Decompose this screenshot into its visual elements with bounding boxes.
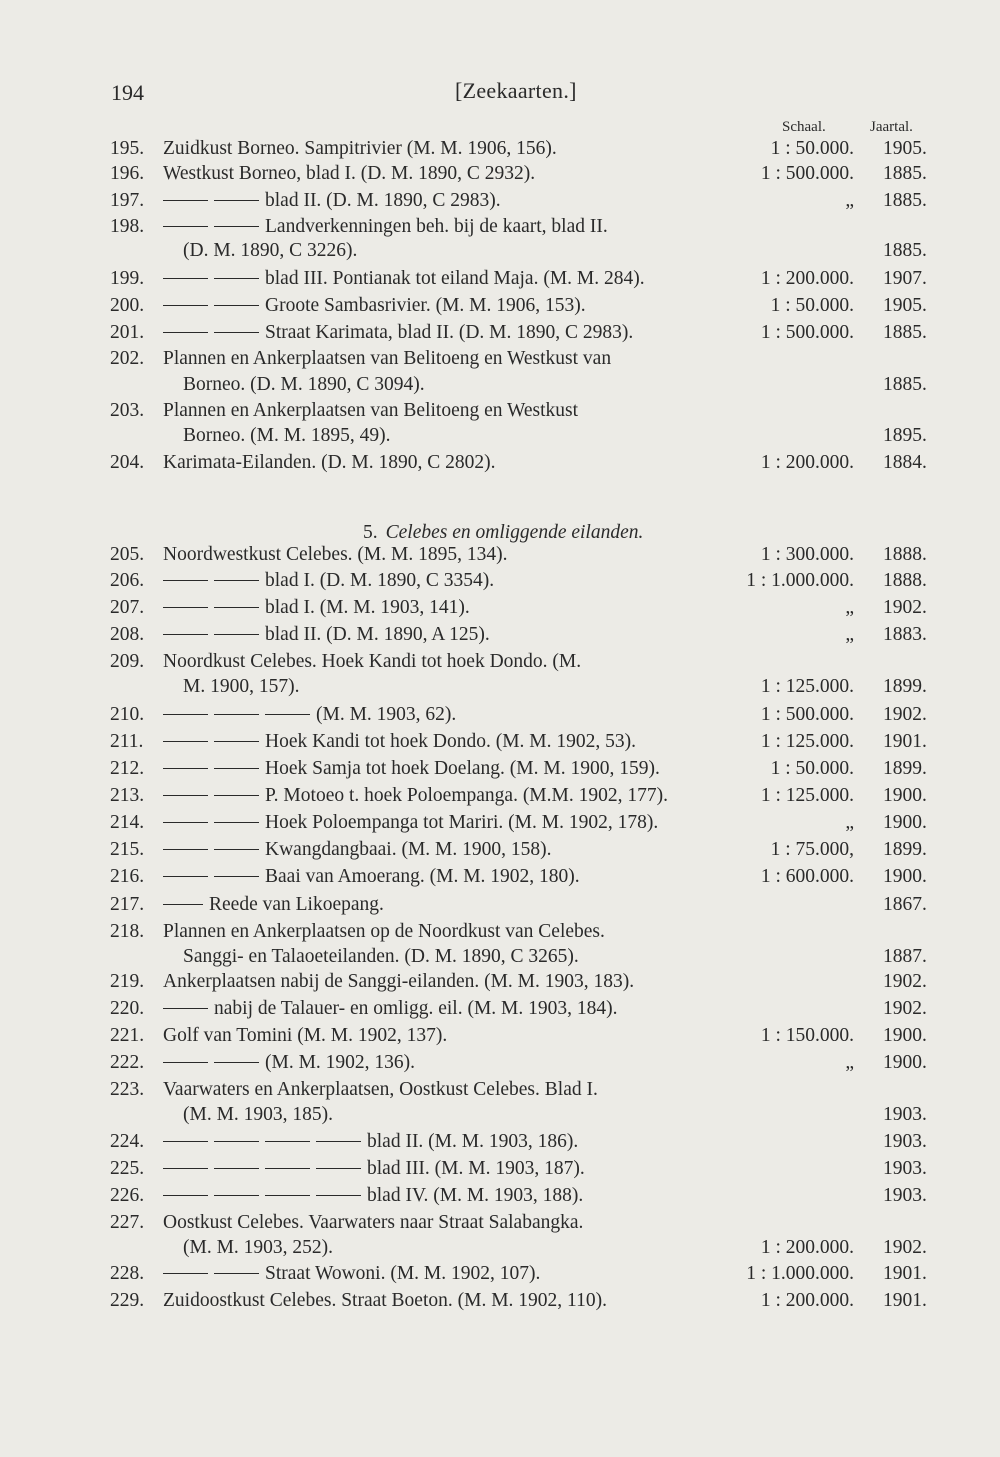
entry-year: 1895. [883,425,927,446]
entry-line [0,295,1000,321]
entry-year: 1903. [883,1158,927,1179]
ditto-dash [214,1168,259,1169]
entry-number: 225. [110,1158,145,1179]
entry-text: Hoek Poloempanga tot Mariri. (M. M. 1902, 178). [163,812,658,834]
ditto-dash [214,822,259,823]
column-header-jaartal: Jaartal. [870,119,913,135]
entry-scale: „ [845,190,854,211]
entry-text: Borneo. (D. M. 1890, C 3094). [183,374,425,395]
entry-number: 229. [110,1290,145,1311]
entry-line [0,704,1000,730]
entry-line [0,348,1000,374]
entry-scale: 1 : 150.000. [760,1025,854,1046]
entry-year: 1900. [883,1052,927,1073]
entry-continuation-line [0,1237,1000,1263]
entry-number: 210. [110,704,145,725]
entry-year: 1887. [883,946,927,967]
entry-year: 1900. [883,866,927,887]
ditto-dash [214,795,259,796]
entry-text: Hoek Kandi tot hoek Dondo. (M. M. 1902, 53). [163,731,636,753]
entry-line [0,758,1000,784]
entry-number: 220. [110,998,145,1019]
entry-scale: 1 : 500.000. [760,322,854,343]
ditto-dash [214,1195,259,1196]
entry-text: Straat Wowoni. (M. M. 1902, 107). [163,1263,540,1285]
entry-year: 1884. [883,452,927,473]
entry-line [0,921,1000,947]
entry-text: blad IV. (M. M. 1903, 188). [163,1185,583,1207]
entry-continuation-line [0,240,1000,266]
entry-text: Plannen en Ankerplaatsen van Belitoeng en Westkust van [163,348,612,369]
entry-scale: 1 : 500.000. [760,163,854,184]
entry-year: 1888. [883,570,927,591]
entry-text: Noordkust Celebes. Hoek Kandi tot hoek Dondo. (M. [163,651,582,672]
entry-scale: 1 : 125.000. [760,785,854,806]
entry-scale: 1 : 200.000. [760,452,854,473]
entry-scale: 1 : 50.000. [770,295,854,316]
ditto-dash [316,1195,361,1196]
entry-scale: 1 : 200.000. [760,1237,854,1258]
entry-line [0,138,1000,164]
entry-number: 202. [110,348,145,369]
page-number: 194 [111,80,144,105]
entry-year: 1899. [883,839,927,860]
entry-line [0,1263,1000,1289]
entry-year: 1902. [883,597,927,618]
ditto-dash [163,226,208,227]
ditto-dash [214,1273,259,1274]
ditto-dash [163,634,208,635]
entry-line [0,651,1000,677]
entry-year: 1902. [883,704,927,725]
entry-number: 217. [110,894,145,915]
entry-number: 197. [110,190,145,211]
entry-line [0,894,1000,920]
entry-text: Golf van Tomini (M. M. 1902, 137). [163,1025,448,1046]
entry-number: 211. [110,731,144,752]
entry-scale: 1 : 50.000. [770,138,854,159]
entry-line [0,785,1000,811]
ditto-dash [316,1141,361,1142]
entry-number: 223. [110,1079,145,1100]
entry-scale: „ [845,812,854,833]
entry-line [0,163,1000,189]
ditto-dash [163,1195,208,1196]
entry-year: 1901. [883,1263,927,1284]
entry-year: 1899. [883,676,927,697]
section-number: 5. [363,522,378,543]
entry-number: 206. [110,570,145,591]
entry-text: Plannen en Ankerplaatsen van Belitoeng en Westkust [163,400,579,421]
entry-line [0,1131,1000,1157]
entry-year: 1901. [883,1290,927,1311]
entry-number: 204. [110,452,145,473]
entry-scale: 1 : 125.000. [760,731,854,752]
entry-year: 1905. [883,295,927,316]
entry-line [0,400,1000,426]
ditto-dash [163,1062,208,1063]
entry-text: Plannen en Ankerplaatsen op de Noordkust van Celebes. [163,921,605,942]
ditto-dash [163,580,208,581]
ditto-dash [265,1195,310,1196]
entry-text: Ankerplaatsen nabij de Sanggi-eilanden. (M. M. 1903, 183). [163,971,635,992]
ditto-dash [163,278,208,279]
entry-number: 228. [110,1263,145,1284]
entry-line [0,268,1000,294]
entry-number: 199. [110,268,145,289]
ditto-dash [214,332,259,333]
entry-line [0,322,1000,348]
entry-text: Kwangdangbaai. (M. M. 1900, 158). [163,839,552,861]
entry-line [0,998,1000,1024]
entry-number: 221. [110,1025,145,1046]
entry-number: 226. [110,1185,145,1206]
entry-text: Noordwestkust Celebes. (M. M. 1895, 134). [163,544,508,565]
entry-number: 196. [110,163,145,184]
entry-year: 1867. [883,894,927,915]
entry-text: blad III. Pontianak tot eiland Maja. (M. M. 284). [163,268,645,290]
entry-continuation-line [0,1104,1000,1130]
entry-continuation-line [0,946,1000,972]
entry-year: 1907. [883,268,927,289]
section-title: Celebes en omliggende eilanden. [385,522,644,543]
entry-number: 201. [110,322,145,343]
entry-line [0,1052,1000,1078]
entry-year: 1903. [883,1185,927,1206]
entry-text: nabij de Talauer- en omligg. eil. (M. M. 1903, 184). [163,998,618,1020]
ditto-dash [265,1141,310,1142]
ditto-dash [163,305,208,306]
entry-number: 207. [110,597,145,618]
entry-number: 219. [110,971,145,992]
entry-text: (M. M. 1902, 136). [163,1052,415,1074]
ditto-dash [214,634,259,635]
entry-text: Reede van Likoepang. [163,894,384,916]
ditto-dash [214,607,259,608]
entry-scale: 1 : 75.000, [770,839,854,860]
entry-number: 216. [110,866,145,887]
entry-number: 200. [110,295,145,316]
entry-year: 1902. [883,971,927,992]
ditto-dash [214,580,259,581]
entry-text: Baai van Amoerang. (M. M. 1902, 180). [163,866,580,888]
ditto-dash [214,1062,259,1063]
entry-year: 1903. [883,1104,927,1125]
entry-line [0,1185,1000,1211]
entry-line [0,190,1000,216]
entry-line [0,971,1000,997]
entry-text: Oostkust Celebes. Vaarwaters naar Straat Salabangka. [163,1212,584,1233]
entry-year: 1905. [883,138,927,159]
entry-number: 205. [110,544,145,565]
entry-number: 218. [110,921,145,942]
entry-continuation-line [0,676,1000,702]
entry-line [0,544,1000,570]
entry-scale: 1 : 200.000. [760,1290,854,1311]
entry-year: 1902. [883,1237,927,1258]
entry-number: 198. [110,216,145,237]
ditto-dash [316,1168,361,1169]
entry-year: 1900. [883,812,927,833]
entry-text: (D. M. 1890, C 3226). [183,240,358,261]
entry-number: 222. [110,1052,145,1073]
entry-text: Sanggi- en Talaoeteilanden. (D. M. 1890, C 3265). [183,946,579,967]
section-heading [363,522,643,544]
entry-scale: „ [845,624,854,645]
entry-year: 1885. [883,190,927,211]
ditto-dash [214,849,259,850]
entry-line [0,452,1000,478]
entry-line [0,570,1000,596]
ditto-dash [163,607,208,608]
entry-scale: „ [845,1052,854,1073]
ditto-dash [214,305,259,306]
entry-text: M. 1900, 157). [183,676,300,697]
ditto-dash [163,795,208,796]
ditto-dash [163,1273,208,1274]
entry-text: blad II. (D. M. 1890, A 125). [163,624,490,646]
ditto-dash [163,849,208,850]
entry-year: 1903. [883,1131,927,1152]
entry-text: blad III. (M. M. 1903, 187). [163,1158,585,1180]
entry-text: blad I. (M. M. 1903, 141). [163,597,470,619]
entry-text: blad I. (D. M. 1890, C 3354). [163,570,494,592]
entry-line [0,1025,1000,1051]
ditto-dash [214,714,259,715]
ditto-dash [265,714,310,715]
entry-year: 1900. [883,1025,927,1046]
entry-text: Westkust Borneo, blad I. (D. M. 1890, C 2932). [163,163,536,184]
ditto-dash [163,1008,208,1009]
entry-text: Groote Sambasrivier. (M. M. 1906, 153). [163,295,586,317]
entry-line [0,839,1000,865]
ditto-dash [163,904,203,905]
ditto-dash [265,1168,310,1169]
entry-text: Hoek Samja tot hoek Doelang. (M. M. 1900, 159). [163,758,660,780]
entry-text: (M. M. 1903, 62). [163,704,456,726]
entry-line [0,1212,1000,1238]
ditto-dash [163,822,208,823]
entry-year: 1885. [883,163,927,184]
entry-continuation-line [0,374,1000,400]
entry-scale: 1 : 600.000. [760,866,854,887]
entry-year: 1883. [883,624,927,645]
ditto-dash [163,876,208,877]
ditto-dash [163,768,208,769]
entry-line [0,812,1000,838]
entry-number: 208. [110,624,145,645]
entry-text: Straat Karimata, blad II. (D. M. 1890, C 2983). [163,322,633,344]
entry-line [0,1158,1000,1184]
entry-year: 1899. [883,758,927,779]
entry-line [0,216,1000,242]
ditto-dash [214,876,259,877]
entry-year: 1885. [883,374,927,395]
entry-number: 195. [110,138,145,159]
column-header-schaal: Schaal. [782,119,826,135]
entry-text: Zuidoostkust Celebes. Straat Boeton. (M. M. 1902, 110). [163,1290,607,1311]
entry-number: 213. [110,785,145,806]
entry-scale: „ [845,597,854,618]
entry-line [0,597,1000,623]
ditto-dash [163,1141,208,1142]
entry-year: 1885. [883,240,927,261]
entry-scale: 1 : 1.000.000. [746,1263,854,1284]
ditto-dash [163,332,208,333]
entry-scale: 1 : 1.000.000. [746,570,854,591]
entry-number: 215. [110,839,145,860]
entry-number: 227. [110,1212,145,1233]
ditto-dash [214,278,259,279]
entry-text: Vaarwaters en Ankerplaatsen, Oostkust Celebes. Blad I. [163,1079,598,1100]
entry-text: P. Motoeo t. hoek Poloempanga. (M.M. 1902, 177). [163,785,668,807]
ditto-dash [214,1141,259,1142]
entry-text: blad II. (D. M. 1890, C 2983). [163,190,501,212]
ditto-dash [163,1168,208,1169]
page-title: [Zeekaarten.] [455,78,577,103]
entry-number: 224. [110,1131,145,1152]
ditto-dash [163,741,208,742]
ditto-dash [214,768,259,769]
entry-scale: 1 : 50.000. [770,758,854,779]
entry-year: 1900. [883,785,927,806]
entry-number: 203. [110,400,145,421]
entry-line [0,1290,1000,1316]
entry-text: Borneo. (M. M. 1895, 49). [183,425,391,446]
entry-text: (M. M. 1903, 252). [183,1237,334,1258]
entry-year: 1902. [883,998,927,1019]
entry-line [0,866,1000,892]
ditto-dash [214,226,259,227]
entry-year: 1885. [883,322,927,343]
entry-number: 209. [110,651,145,672]
entry-scale: 1 : 300.000. [760,544,854,565]
entry-scale: 1 : 125.000. [760,676,854,697]
entry-year: 1888. [883,544,927,565]
entry-line [0,1079,1000,1105]
entry-line [0,624,1000,650]
entry-scale: 1 : 500.000. [760,704,854,725]
ditto-dash [214,200,259,201]
entry-text: Karimata-Eilanden. (D. M. 1890, C 2802). [163,452,496,473]
entry-number: 212. [110,758,145,779]
entry-scale: 1 : 200.000. [760,268,854,289]
ditto-dash [163,200,208,201]
entry-line [0,731,1000,757]
entry-number: 214. [110,812,145,833]
entry-text: Zuidkust Borneo. Sampitrivier (M. M. 1906, 156). [163,138,557,159]
ditto-dash [214,741,259,742]
ditto-dash [163,714,208,715]
entry-text: blad II. (M. M. 1903, 186). [163,1131,578,1153]
entry-continuation-line [0,425,1000,451]
entry-text: (M. M. 1903, 185). [183,1104,334,1125]
entry-text: Landverkenningen beh. bij de kaart, blad II. [163,216,608,238]
entry-year: 1901. [883,731,927,752]
